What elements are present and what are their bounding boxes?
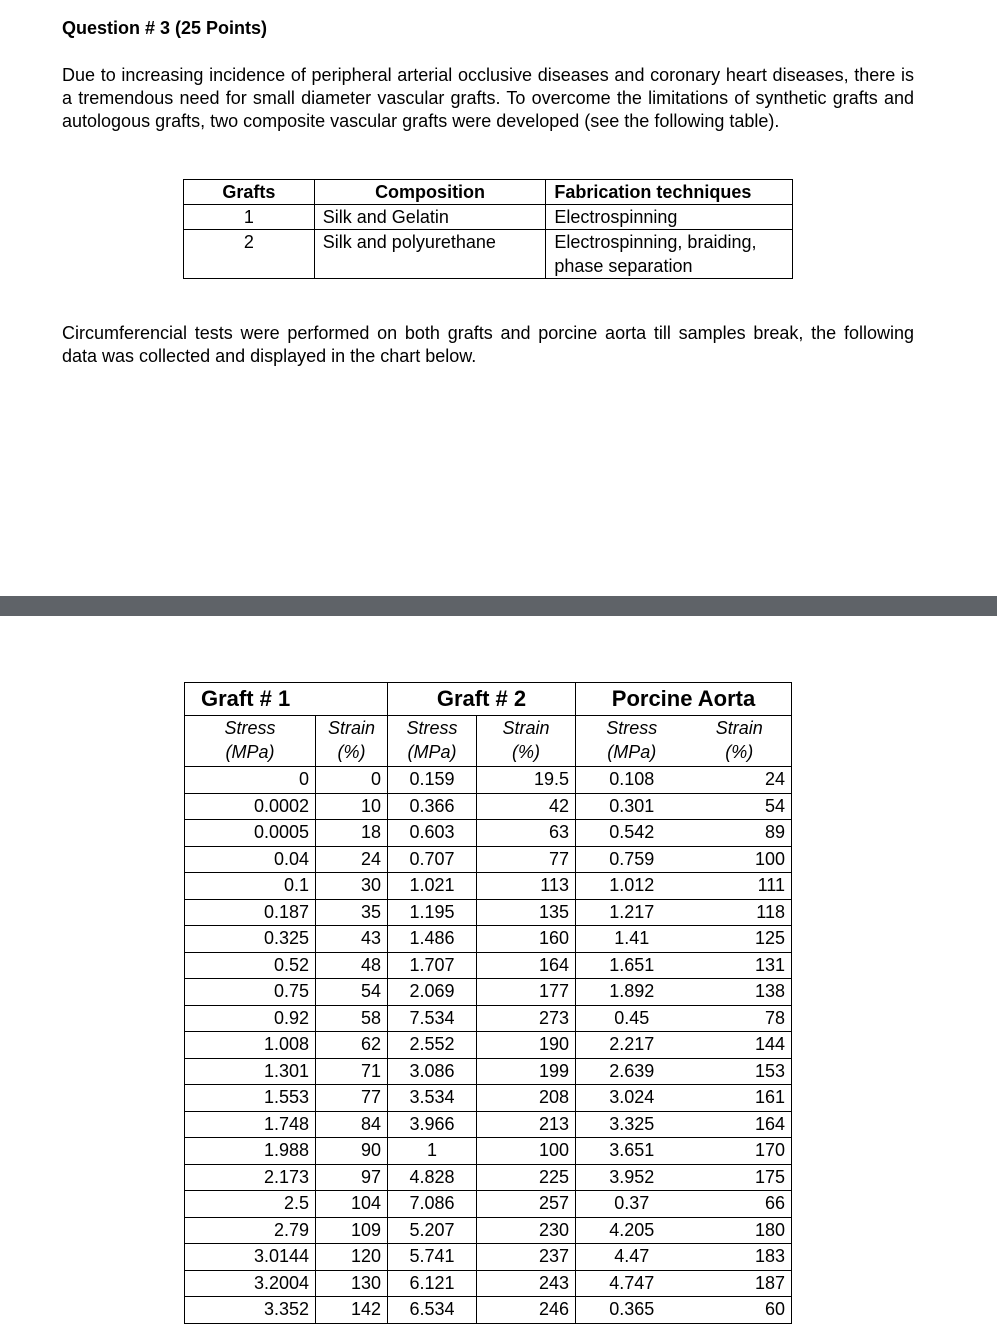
graft1-strain-cell: 48: [316, 952, 388, 979]
table-row: [185, 1217, 792, 1244]
graft2-stress-cell: 1.021: [388, 873, 477, 900]
page-divider: [0, 596, 997, 616]
strain-header: [316, 716, 388, 767]
aorta-strain-cell: 24: [688, 767, 792, 794]
graft2-stress-cell: 6.534: [388, 1297, 477, 1324]
table-row: [185, 1244, 792, 1271]
aorta-stress-cell: 0.759: [576, 846, 688, 873]
aorta-strain-cell: 187: [688, 1270, 792, 1297]
header-grafts: Grafts: [184, 180, 315, 205]
graft-number: 1: [184, 205, 315, 230]
aorta-strain-cell: 111: [688, 873, 792, 900]
stress-unit: (MPa): [225, 742, 275, 762]
question-title: Question # 3 (25 Points): [62, 18, 268, 38]
graft1-strain-cell: 0: [316, 767, 388, 794]
graft2-strain-cell: 225: [477, 1164, 576, 1191]
aorta-strain-cell: 89: [688, 820, 792, 847]
graft1-strain-cell: 104: [316, 1191, 388, 1218]
graft1-strain-cell: 130: [316, 1270, 388, 1297]
intro-paragraph: Due to increasing incidence of peripheral arterial occlusive diseases and coronary heart diseases, there is a tremendous need for small diameter vascular grafts. To overcome the limitations of synthetic grafts and autologous grafts, two composite vascular grafts were developed (see the following table).: [62, 65, 914, 131]
graft2-strain-cell: 160: [477, 926, 576, 953]
graft2-stress-cell: 0.707: [388, 846, 477, 873]
graft2-strain-cell: 208: [477, 1085, 576, 1112]
stress-header: [576, 716, 688, 767]
group-graft-2: Graft # 2: [388, 683, 576, 716]
aorta-stress-cell: 2.639: [576, 1058, 688, 1085]
table-row: [185, 979, 792, 1006]
graft2-strain-cell: 177: [477, 979, 576, 1006]
graft2-strain-cell: 213: [477, 1111, 576, 1138]
graft1-stress-cell: 0.325: [185, 926, 316, 953]
group-graft-1: Graft # 1: [185, 683, 316, 716]
aorta-strain-cell: 180: [688, 1217, 792, 1244]
aorta-strain-cell: 60: [688, 1297, 792, 1324]
aorta-strain-cell: 144: [688, 1032, 792, 1059]
aorta-stress-cell: 0.37: [576, 1191, 688, 1218]
aorta-stress-cell: 3.952: [576, 1164, 688, 1191]
aorta-stress-cell: 4.47: [576, 1244, 688, 1271]
composition-table: [183, 179, 793, 279]
graft1-strain-cell: 90: [316, 1138, 388, 1165]
aorta-strain-cell: 118: [688, 899, 792, 926]
group-header-row: [185, 683, 792, 716]
aorta-stress-cell: 3.024: [576, 1085, 688, 1112]
graft2-stress-cell: 2.552: [388, 1032, 477, 1059]
graft1-stress-cell: 1.301: [185, 1058, 316, 1085]
table-row: [185, 1164, 792, 1191]
graft2-stress-cell: 3.534: [388, 1085, 477, 1112]
table-row: [185, 793, 792, 820]
aorta-stress-cell: 4.205: [576, 1217, 688, 1244]
aorta-strain-cell: 183: [688, 1244, 792, 1271]
graft2-stress-cell: 1.486: [388, 926, 477, 953]
graft1-stress-cell: 1.748: [185, 1111, 316, 1138]
table-row: [185, 873, 792, 900]
graft-fabrication: Electrospinning, braiding, phase separation: [546, 230, 793, 279]
graft1-stress-cell: 0: [185, 767, 316, 794]
graft1-strain-cell: 24: [316, 846, 388, 873]
graft2-strain-cell: 199: [477, 1058, 576, 1085]
table-row: [185, 899, 792, 926]
graft2-stress-cell: 1.707: [388, 952, 477, 979]
aorta-stress-cell: 4.747: [576, 1270, 688, 1297]
graft1-stress-cell: 2.5: [185, 1191, 316, 1218]
graft2-strain-cell: 100: [477, 1138, 576, 1165]
table-row: [185, 1085, 792, 1112]
stress-label: Stress: [224, 718, 276, 738]
stress-label: Stress: [406, 718, 458, 738]
stress-label: Stress: [606, 718, 658, 738]
group-graft-1-spacer: [316, 683, 388, 716]
graft2-stress-cell: 5.207: [388, 1217, 477, 1244]
graft1-stress-cell: 0.92: [185, 1005, 316, 1032]
graft1-strain-cell: 71: [316, 1058, 388, 1085]
graft2-stress-cell: 3.966: [388, 1111, 477, 1138]
graft2-stress-cell: 5.741: [388, 1244, 477, 1271]
aorta-strain-cell: 125: [688, 926, 792, 953]
strain-label: Strain: [715, 718, 763, 738]
graft2-strain-cell: 190: [477, 1032, 576, 1059]
graft2-strain-cell: 246: [477, 1297, 576, 1324]
table-row: [185, 926, 792, 953]
graft1-strain-cell: 109: [316, 1217, 388, 1244]
graft-fabrication: Electrospinning: [546, 205, 793, 230]
graft1-strain-cell: 77: [316, 1085, 388, 1112]
graft1-strain-cell: 142: [316, 1297, 388, 1324]
aorta-stress-cell: 1.217: [576, 899, 688, 926]
group-porcine-aorta: Porcine Aorta: [576, 683, 792, 716]
graft1-strain-cell: 10: [316, 793, 388, 820]
aorta-stress-cell: 0.108: [576, 767, 688, 794]
graft1-stress-cell: 2.79: [185, 1217, 316, 1244]
aorta-strain-cell: 66: [688, 1191, 792, 1218]
graft1-stress-cell: 0.1: [185, 873, 316, 900]
table-row: [185, 952, 792, 979]
aorta-stress-cell: 1.892: [576, 979, 688, 1006]
graft2-strain-cell: 230: [477, 1217, 576, 1244]
header-composition: Composition: [314, 180, 546, 205]
graft1-strain-cell: 35: [316, 899, 388, 926]
graft1-stress-cell: 3.2004: [185, 1270, 316, 1297]
aorta-stress-cell: 0.45: [576, 1005, 688, 1032]
graft1-stress-cell: 2.173: [185, 1164, 316, 1191]
strain-label: Strain: [502, 718, 550, 738]
graft2-stress-cell: 1: [388, 1138, 477, 1165]
aorta-strain-cell: 78: [688, 1005, 792, 1032]
table-row: [185, 820, 792, 847]
graft2-stress-cell: 6.121: [388, 1270, 477, 1297]
graft1-strain-cell: 54: [316, 979, 388, 1006]
graft2-strain-cell: 243: [477, 1270, 576, 1297]
aorta-strain-cell: 100: [688, 846, 792, 873]
aorta-strain-cell: 131: [688, 952, 792, 979]
aorta-stress-cell: 2.217: [576, 1032, 688, 1059]
stress-header: [185, 716, 316, 767]
header-fabrication: Fabrication techniques: [546, 180, 793, 205]
graft1-strain-cell: 18: [316, 820, 388, 847]
graft2-stress-cell: 3.086: [388, 1058, 477, 1085]
graft2-stress-cell: 7.534: [388, 1005, 477, 1032]
graft1-strain-cell: 120: [316, 1244, 388, 1271]
graft-composition: Silk and polyurethane: [314, 230, 546, 279]
aorta-strain-cell: 161: [688, 1085, 792, 1112]
graft1-stress-cell: 0.0002: [185, 793, 316, 820]
graft1-stress-cell: 0.75: [185, 979, 316, 1006]
graft1-stress-cell: 0.0005: [185, 820, 316, 847]
graft1-strain-cell: 97: [316, 1164, 388, 1191]
composition-row: [184, 230, 793, 279]
strain-header: [477, 716, 576, 767]
table-row: [185, 1005, 792, 1032]
graft2-stress-cell: 0.366: [388, 793, 477, 820]
graft2-strain-cell: 237: [477, 1244, 576, 1271]
graft1-strain-cell: 43: [316, 926, 388, 953]
aorta-stress-cell: 1.012: [576, 873, 688, 900]
aorta-stress-cell: 3.651: [576, 1138, 688, 1165]
graft1-stress-cell: 1.988: [185, 1138, 316, 1165]
graft1-stress-cell: 1.008: [185, 1032, 316, 1059]
strain-unit: (%): [725, 742, 754, 762]
aorta-stress-cell: 3.325: [576, 1111, 688, 1138]
graft-composition: Silk and Gelatin: [314, 205, 546, 230]
aorta-stress-cell: 1.651: [576, 952, 688, 979]
table-row: [185, 1270, 792, 1297]
graft1-strain-cell: 30: [316, 873, 388, 900]
strain-label: Strain: [327, 718, 376, 738]
graft1-strain-cell: 58: [316, 1005, 388, 1032]
table-row: [185, 1032, 792, 1059]
graft2-stress-cell: 2.069: [388, 979, 477, 1006]
aorta-stress-cell: 0.301: [576, 793, 688, 820]
graft1-strain-cell: 62: [316, 1032, 388, 1059]
aorta-stress-cell: 0.365: [576, 1297, 688, 1324]
aorta-stress-cell: 0.542: [576, 820, 688, 847]
table-row: [185, 846, 792, 873]
graft1-stress-cell: 0.04: [185, 846, 316, 873]
test-paragraph: Circumferencial tests were performed on both grafts and porcine aorta till samples break, the following data was collected and displayed in the chart below.: [62, 323, 914, 366]
graft1-stress-cell: 1.553: [185, 1085, 316, 1112]
strain-unit: (%): [337, 742, 366, 762]
aorta-strain-cell: 54: [688, 793, 792, 820]
graft1-stress-cell: 0.52: [185, 952, 316, 979]
composition-header-row: [184, 180, 793, 205]
graft2-strain-cell: 42: [477, 793, 576, 820]
graft2-stress-cell: 0.603: [388, 820, 477, 847]
aorta-strain-cell: 170: [688, 1138, 792, 1165]
graft2-strain-cell: 113: [477, 873, 576, 900]
graft2-strain-cell: 164: [477, 952, 576, 979]
strain-unit: (%): [512, 742, 540, 762]
table-row: [185, 1297, 792, 1324]
graft2-strain-cell: 77: [477, 846, 576, 873]
aorta-strain-cell: 164: [688, 1111, 792, 1138]
graft2-stress-cell: 7.086: [388, 1191, 477, 1218]
graft1-stress-cell: 0.187: [185, 899, 316, 926]
table-row: [185, 767, 792, 794]
graft2-strain-cell: 63: [477, 820, 576, 847]
graft1-stress-cell: 3.0144: [185, 1244, 316, 1271]
aorta-strain-cell: 138: [688, 979, 792, 1006]
column-header-row: [185, 716, 792, 767]
data-rows: [185, 767, 792, 1324]
graft2-stress-cell: 1.195: [388, 899, 477, 926]
graft2-stress-cell: 0.159: [388, 767, 477, 794]
graft2-stress-cell: 4.828: [388, 1164, 477, 1191]
graft2-strain-cell: 273: [477, 1005, 576, 1032]
stress-unit: (MPa): [607, 742, 657, 762]
table-row: [185, 1058, 792, 1085]
composition-row: [184, 205, 793, 230]
table-row: [185, 1138, 792, 1165]
graft1-stress-cell: 3.352: [185, 1297, 316, 1324]
table-row: [185, 1191, 792, 1218]
table-row: [185, 1111, 792, 1138]
aorta-stress-cell: 1.41: [576, 926, 688, 953]
aorta-strain-cell: 153: [688, 1058, 792, 1085]
stress-header: [388, 716, 477, 767]
graft2-strain-cell: 19.5: [477, 767, 576, 794]
graft-number: 2: [184, 230, 315, 279]
stress-strain-table: [184, 682, 792, 1324]
graft2-strain-cell: 257: [477, 1191, 576, 1218]
stress-unit: (MPa): [407, 742, 457, 762]
aorta-strain-cell: 175: [688, 1164, 792, 1191]
graft1-strain-cell: 84: [316, 1111, 388, 1138]
graft2-strain-cell: 135: [477, 899, 576, 926]
strain-header: [688, 716, 792, 767]
